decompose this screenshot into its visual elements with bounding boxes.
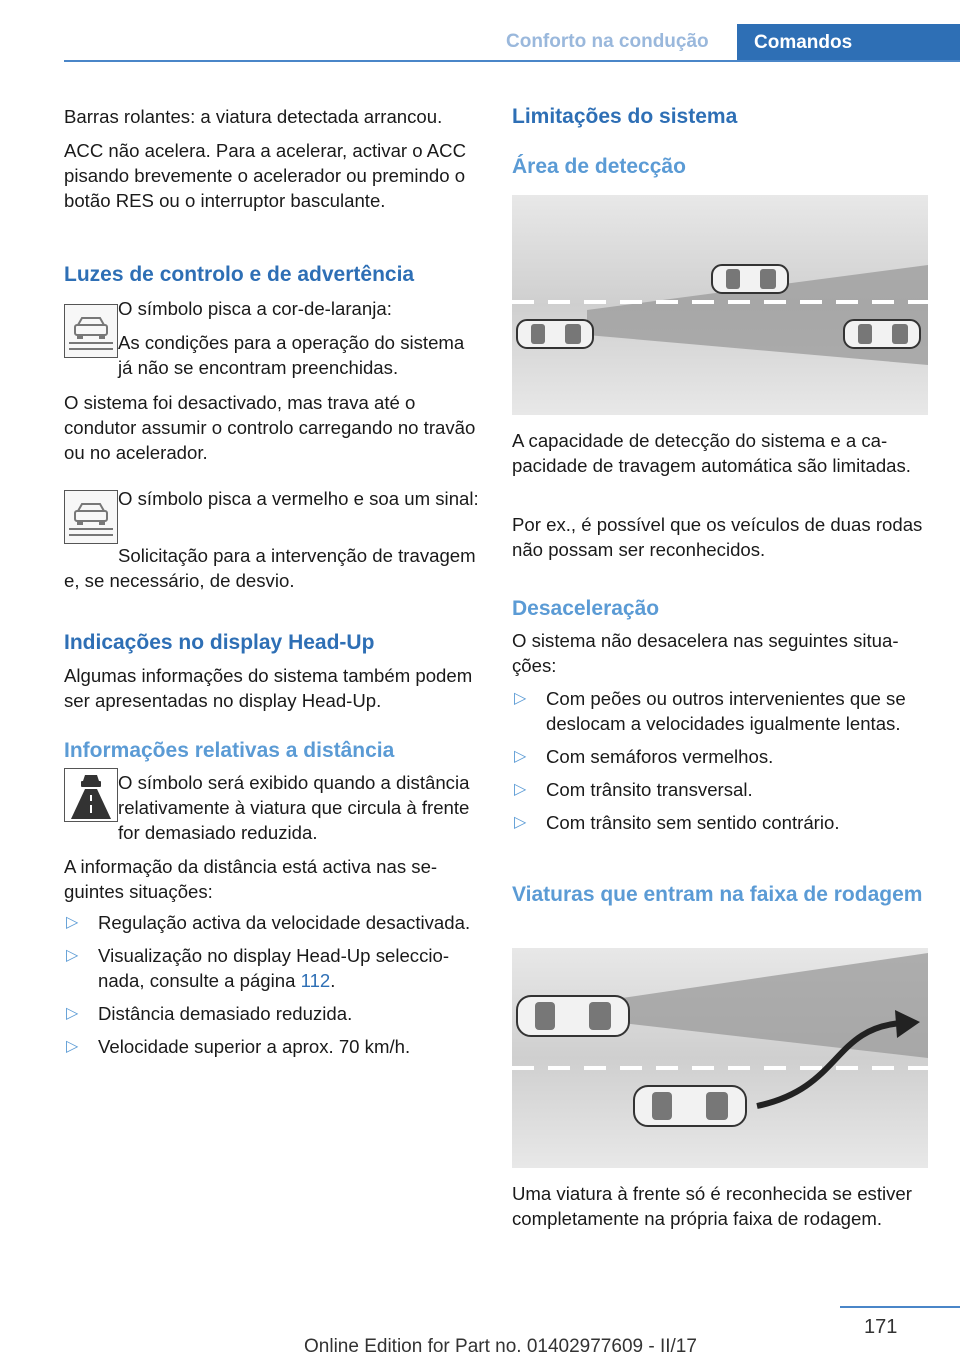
running-header-section: Conforto na condução <box>506 31 709 52</box>
bullet-triangle-icon: ▷ <box>66 914 79 931</box>
bullet-triangle-icon: ▷ <box>66 1005 79 1022</box>
list-item: ▷ Com trânsito sem sentido contrário. <box>514 812 840 833</box>
heading-system-limits: Limitações do sistema <box>512 105 738 128</box>
para-hud: Algumas informações do sistema também podem ser apresentadas no display Head-Up. <box>64 665 473 711</box>
distance-warning-icon <box>64 768 118 822</box>
bullet-list-left <box>64 910 480 1059</box>
para-system-deactivated: O sistema foi desactivado, mas trava até o condutor assumir o controlo carregando no travão ou no acelerador. <box>64 392 476 463</box>
para-two-wheelers: Por ex., é possível que os veículos de duas rodas não possam ser reconhecidos. <box>512 514 923 560</box>
para-acc-not-accelerate: ACC não acelera. Para a acelerar, activar o ACC pisando brevemente o acelerador ou premindo o botão RES ou o interruptor basculante. <box>64 140 467 211</box>
running-header-chapter: Comandos <box>737 24 960 61</box>
header-rule <box>64 60 960 62</box>
bullet-triangle-icon: ▷ <box>514 814 527 831</box>
bullet-triangle-icon: ▷ <box>514 690 527 707</box>
orange-symbol-text: As condições para a operação do sistema já não se encontram preenchidas. <box>118 332 465 378</box>
page-number-rule <box>840 1306 960 1308</box>
list-item: ▷ Regulação activa da velocidade desactivada. <box>66 912 471 933</box>
bullet-triangle-icon: ▷ <box>514 748 527 765</box>
list-item: ▷ Distância demasiado reduzida. <box>66 1003 353 1024</box>
heading-cut-in-vehicles: Viaturas que entram na faixa de rodagem <box>512 883 923 906</box>
red-symbol-text-span: Solicitação para a intervenção de travagem e, se necessário, de desvio. <box>64 545 476 591</box>
cut-in-vehicle-illustration <box>512 948 928 1168</box>
para-deceleration: O sistema não desacelera nas seguintes situações: <box>512 630 899 676</box>
bullet-triangle-icon: ▷ <box>66 1038 79 1055</box>
red-symbol-text <box>64 543 480 593</box>
list-item: ▷ Visualização no display Head-Up seleccionada, consulte a página 112. <box>66 945 450 991</box>
distance-icon-text: O símbolo será exibido quando a distância relativamente à viatura que circula à frente for demasiado reduzida. <box>118 772 470 843</box>
para-cut-in-detection: Uma viatura à frente só é reconhecida se estiver completamente na própria faixa de rodagem. <box>512 1183 912 1229</box>
para-distance-active: A informação da distância está activa nas seguintes situações: <box>64 856 438 902</box>
page-reference-link[interactable]: 112 <box>300 970 331 991</box>
edition-footer: Online Edition for Part no. 01402977609 - II/17 <box>304 1336 697 1357</box>
bullet-triangle-icon: ▷ <box>514 781 527 798</box>
heading-distance-info: Informações relativas a distância <box>64 739 395 762</box>
list-item: ▷ Com semáforos vermelhos. <box>514 746 774 767</box>
para-rolling-bars: Barras rolantes: a viatura detectada arrancou. <box>64 106 443 127</box>
bullet-list-right <box>512 686 928 835</box>
list-item: ▷ Velocidade superior a aprox. 70 km/h. <box>66 1036 411 1057</box>
heading-deceleration: Desaceleração <box>512 597 660 620</box>
car-warning-red-icon <box>64 490 118 544</box>
list-item: ▷ Com trânsito transversal. <box>514 779 753 800</box>
car-warning-orange-icon <box>64 304 118 358</box>
list-item: ▷ Com peões ou outros intervenientes que se deslocam a velocidades igualmente lentas. <box>514 688 906 734</box>
heading-warning-lights: Luzes de controlo e de advertência <box>64 263 415 286</box>
orange-symbol-title: O símbolo pisca a cor-de-laranja: <box>118 298 392 319</box>
heading-detection-area: Área de detecção <box>512 155 686 178</box>
page-number: 171 <box>864 1316 898 1338</box>
detection-area-illustration <box>512 195 928 415</box>
red-symbol-title: O símbolo pisca a vermelho e soa um sinal: <box>118 488 479 509</box>
bullet-triangle-icon: ▷ <box>66 947 79 964</box>
heading-hud: Indicações no display Head-Up <box>64 631 375 654</box>
para-detection-capacity: A capacidade de detecção do sistema e a capacidade de travagem automática são limitadas. <box>512 430 911 476</box>
